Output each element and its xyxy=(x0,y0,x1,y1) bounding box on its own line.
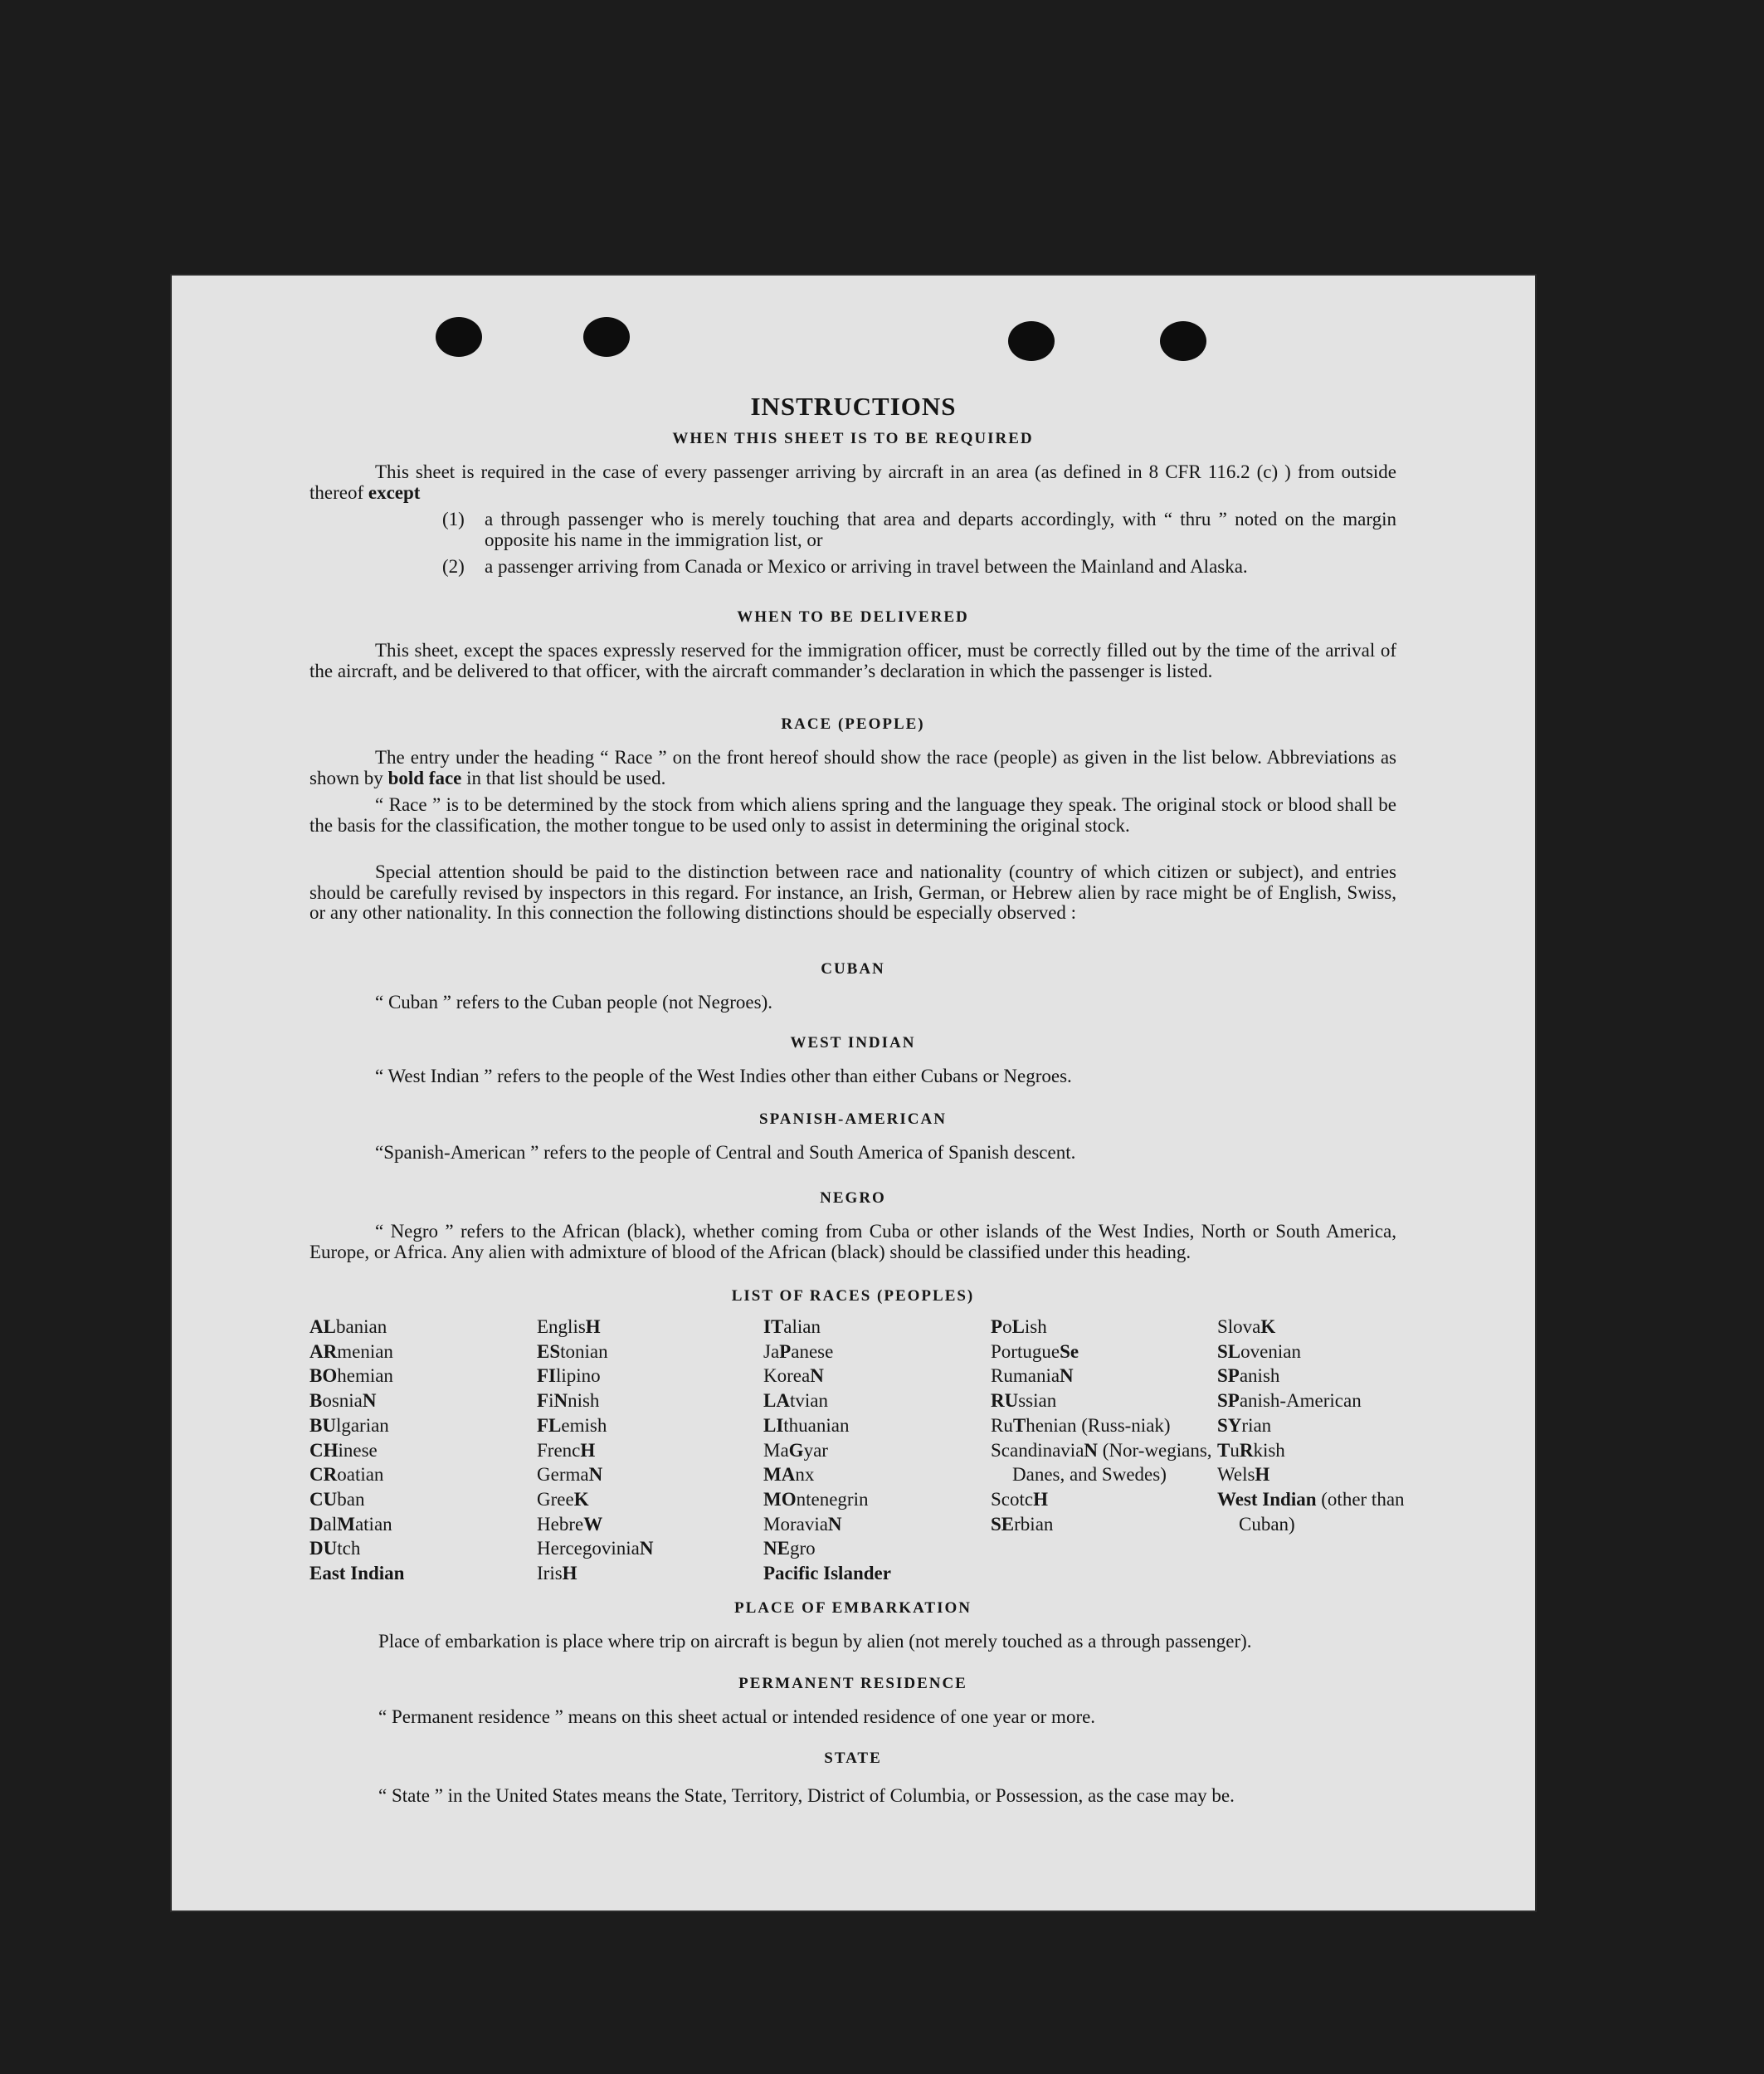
race-entry: ARmenian xyxy=(309,1340,393,1362)
race-entry: PortugueSe xyxy=(991,1340,1079,1362)
west-indian-text xyxy=(309,1066,1396,1087)
item-text: a through passenger who is merely touching that area and departs accordingly, with “ thru ” noted on the margin opposite his name in the immigration list, or xyxy=(485,509,1396,550)
west-indian-body: “ West Indian ” refers to the people of the West Indies other than either Cubans or Negroes. xyxy=(375,1066,1072,1086)
race-entry: HebreW xyxy=(537,1513,603,1535)
race-entry: MOntenegrin xyxy=(763,1488,869,1510)
race-entry: FrencH xyxy=(537,1439,596,1461)
delivered-body: This sheet, except the spaces expressly reserved for the immigration officer, must be correctly filled out by the time of the arrival of the aircraft, and be delivered to that officer, with the aircraft commander’s declaration in which the passenger is listed. xyxy=(309,640,1396,681)
spanish-american-body: “Spanish-American ” refers to the people of Central and South America of Spanish descent. xyxy=(375,1142,1076,1163)
embarkation-body: Place of embarkation is place where trip on aircraft is begun by alien (not merely touched as a through passenger). xyxy=(378,1631,1252,1652)
race-entry: GreeK xyxy=(537,1488,589,1510)
race-entry: MoraviaN xyxy=(763,1513,842,1535)
race-entry: FLemish xyxy=(537,1414,607,1436)
race-p2-text: “ Race ” is to be determined by the stock from which aliens spring and the language they speak. The original stock or blood shall be the basis for the classification, the mother tongue to be used only to assist in determining the original stock. xyxy=(309,794,1396,836)
negro-text xyxy=(309,1222,1396,1262)
race-entry: BosniaN xyxy=(309,1390,377,1412)
state-body: “ State ” in the United States means the State, Territory, District of Columbia, or Possession, as the case may be. xyxy=(378,1785,1235,1806)
page-title: INSTRUCTIONS xyxy=(750,392,957,421)
document-sheet xyxy=(172,276,1535,1911)
required-intro-text: This sheet is required in the case of every passenger arriving by aircraft in an area (as defined in 8 CFR 116.2 (c) ) from outside thereof xyxy=(309,461,1396,503)
negro-body: “ Negro ” refers to the African (black), whether coming from Cuba or other islands of the West Indies, North or South America, Europe, or Africa. Any alien with admixture of blood of the African (black) should be classified under this heading. xyxy=(309,1221,1396,1262)
race-entry: FiNnish xyxy=(537,1390,600,1412)
spanish-american-text xyxy=(309,1143,1396,1164)
residence-body: “ Permanent residence ” means on this sheet actual or intended residence of one year or more. xyxy=(378,1706,1096,1727)
race-entry: West Indian (other than Cuban) xyxy=(1217,1488,1405,1535)
race-entry: JaPanese xyxy=(763,1340,834,1362)
cuban-body: “ Cuban ” refers to the Cuban people (not Negroes). xyxy=(375,992,773,1013)
races-column xyxy=(991,1315,1215,1536)
race-entry: BUlgarian xyxy=(309,1414,389,1436)
race-entry: ScandinaviaN (Nor-wegians, Danes, and Swedes) xyxy=(991,1439,1212,1486)
race-entry: RUssian xyxy=(991,1390,1057,1412)
race-entry: SLovenian xyxy=(1217,1340,1301,1362)
heading-west-indian: WEST INDIAN xyxy=(790,1034,916,1052)
race-entry: KoreaN xyxy=(763,1365,824,1387)
race-entry: ScotcH xyxy=(991,1488,1048,1510)
heading-negro: NEGRO xyxy=(820,1189,886,1207)
race-entry: BOhemian xyxy=(309,1365,393,1387)
race-p1-text: The entry under the heading “ Race ” on the front hereof should show the race (people) as given in the list below. Abbreviations as shown by xyxy=(309,747,1396,788)
item-text: a passenger arriving from Canada or Mexico or arriving in travel between the Mainland and Alaska. xyxy=(485,556,1248,577)
heading-cuban: CUBAN xyxy=(821,960,885,978)
race-entry: LAtvian xyxy=(763,1390,828,1412)
race-entry: SPanish-American xyxy=(1217,1390,1362,1412)
race-entry: TuRkish xyxy=(1217,1439,1285,1461)
required-intro-bold: except xyxy=(368,481,421,503)
required-intro xyxy=(309,462,1396,503)
residence-text xyxy=(313,1707,1400,1728)
item-number: (2) xyxy=(442,556,465,577)
race-entry: CRoatian xyxy=(309,1464,384,1486)
race-entry: ITalian xyxy=(763,1316,821,1337)
punch-hole xyxy=(1160,321,1206,361)
race-entry: EStonian xyxy=(537,1340,608,1362)
punch-hole xyxy=(583,317,630,357)
race-entry: RumaniaN xyxy=(991,1365,1074,1387)
race-entry: MaGyar xyxy=(763,1439,828,1461)
race-p3-text: Special attention should be paid to the distinction between race and nationality (country of which citizen or subject), and entries should be carefully revised by inspectors in this regard. For instance, an Irish, German, or Hebrew alien by race might be of English, Swiss, or any other nationality. In this connection the following distinctions should be especially observed : xyxy=(309,861,1396,923)
race-entry: IrisH xyxy=(537,1563,577,1584)
heading-delivered: WHEN TO BE DELIVERED xyxy=(737,608,969,626)
race-entry: ALbanian xyxy=(309,1316,387,1337)
heading-race: RACE (PEOPLE) xyxy=(781,715,925,733)
race-paragraph-1 xyxy=(309,748,1396,788)
race-entry: GermaN xyxy=(537,1464,603,1486)
race-entry: SPanish xyxy=(1217,1365,1280,1387)
race-entry: EnglisH xyxy=(537,1316,601,1337)
races-column xyxy=(309,1315,534,1586)
race-entry: HercegoviniaN xyxy=(537,1538,654,1559)
heading-state: STATE xyxy=(824,1749,882,1767)
race-entry: Pacific Islander xyxy=(763,1563,891,1584)
cuban-text xyxy=(309,993,1396,1013)
race-entry: WelsH xyxy=(1217,1464,1270,1486)
races-column xyxy=(1217,1315,1441,1536)
required-item xyxy=(442,557,1396,578)
race-paragraph-2 xyxy=(309,795,1396,836)
race-paragraph-3 xyxy=(309,862,1396,924)
race-entry: CHinese xyxy=(309,1439,378,1461)
race-entry: RuThenian (Russ-niak) xyxy=(991,1414,1171,1436)
race-p1-end: in that list should be used. xyxy=(466,767,666,788)
race-entry: DUtch xyxy=(309,1538,361,1559)
races-column xyxy=(763,1315,987,1586)
races-column xyxy=(537,1315,761,1586)
state-text xyxy=(313,1782,1400,1809)
punch-hole xyxy=(1008,321,1055,361)
race-entry: MAnx xyxy=(763,1464,815,1486)
embarkation-text xyxy=(313,1632,1400,1652)
item-number: (1) xyxy=(442,509,465,529)
race-entry: SErbian xyxy=(991,1513,1054,1535)
punch-hole xyxy=(436,317,482,357)
heading-spanish-american: SPANISH-AMERICAN xyxy=(759,1110,947,1128)
heading-required: WHEN THIS SHEET IS TO BE REQUIRED xyxy=(672,430,1034,447)
required-item xyxy=(442,510,1396,550)
race-entry: NEgro xyxy=(763,1538,816,1559)
race-entry: CUban xyxy=(309,1488,365,1510)
delivered-text xyxy=(309,641,1396,681)
heading-list-of-races: LIST OF RACES (PEOPLES) xyxy=(731,1287,975,1305)
race-entry: FIlipino xyxy=(537,1365,601,1387)
race-entry: SYrian xyxy=(1217,1414,1272,1436)
race-entry: SlovaK xyxy=(1217,1316,1276,1337)
heading-embarkation: PLACE OF EMBARKATION xyxy=(734,1599,972,1617)
race-entry: PoLish xyxy=(991,1316,1047,1337)
heading-residence: PERMANENT RESIDENCE xyxy=(738,1675,967,1692)
race-entry: DalMatian xyxy=(309,1513,392,1535)
race-entry: East Indian xyxy=(309,1563,405,1584)
race-entry: LIthuanian xyxy=(763,1414,850,1436)
race-p1-bold: bold face xyxy=(387,767,462,788)
